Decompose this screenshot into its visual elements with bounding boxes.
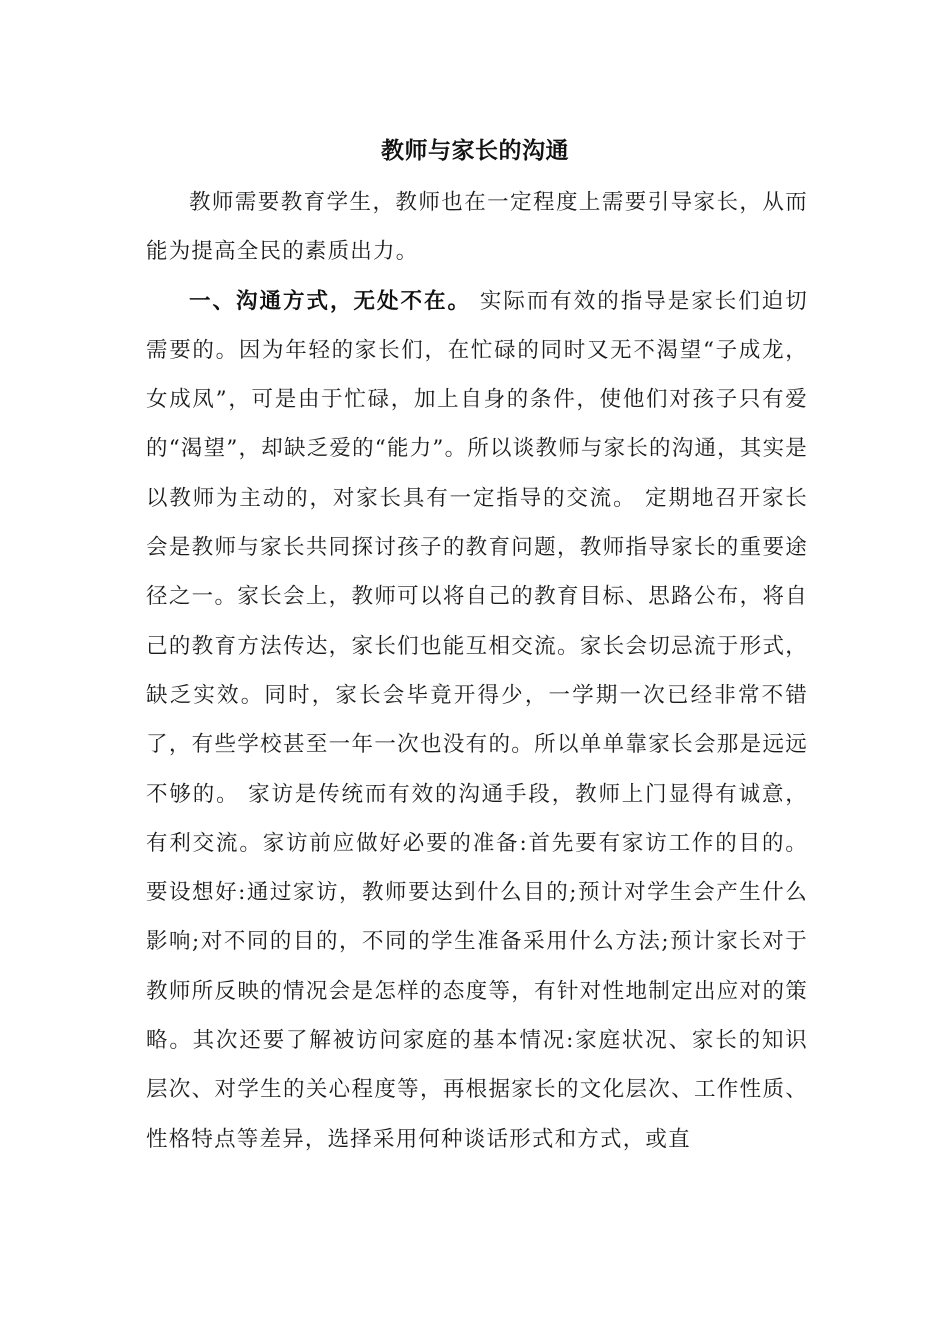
document-title: 教师与家长的沟通 (381, 137, 569, 164)
section-heading: 一、沟通方式，无处不在。 (189, 288, 471, 314)
intro-paragraph: 教师需要教育学生，教师也在一定程度上需要引导家长，从而能为提高全民的素质出力。 (146, 190, 808, 265)
document-body (146, 178, 808, 1164)
section-text: 实际而有效的指导是家长们迫切需要的。因为年轻的家长们，在忙碌的同时又无不渴望“子成龙，女成凤”，可是由于忙碌，加上自身的条件，使他们对孩子只有爱的“渴望”，却缺乏爱的“能力”。所以谈教师与家长的沟通，其实是以教师为主动的，对家长具有一定指导的交流。 定期地召开家长会是教师与家长共同探讨孩子的教育问题，教师指导家长的重要途径之一。家长会上，教师可以将自己的教育目标、思路公布，将自己的教育方法传达，家长们也能互相交流。家长会切忌流于形式，缺乏实效。同时，家长会毕竟开得少，一学期一次已经非常不错了，有些学校甚至一年一次也没有的。所以单单靠家长会那是远远不够的。 家访是传统而有效的沟通手段，教师上门显得有诚意，有利交流。家访前应做好必要的准备:首先要有家访工作的目的。要设想好:通过家访，教师要达到什么目的;预计对学生会产生什么影响;对不同的目的，不同的学生准备采用什么方法;预计家长对于教师所反映的情况会是怎样的态度等，有针对性地制定出应对的策略。其次还要了解被访问家庭的基本情况:家庭状况、家长的知识层次、对学生的关心程度等，再根据家长的文化层次、工作性质、性格特点等差异，选择采用何种谈话形式和方式，或直 (146, 288, 808, 1152)
section-paragraph (146, 277, 808, 1164)
